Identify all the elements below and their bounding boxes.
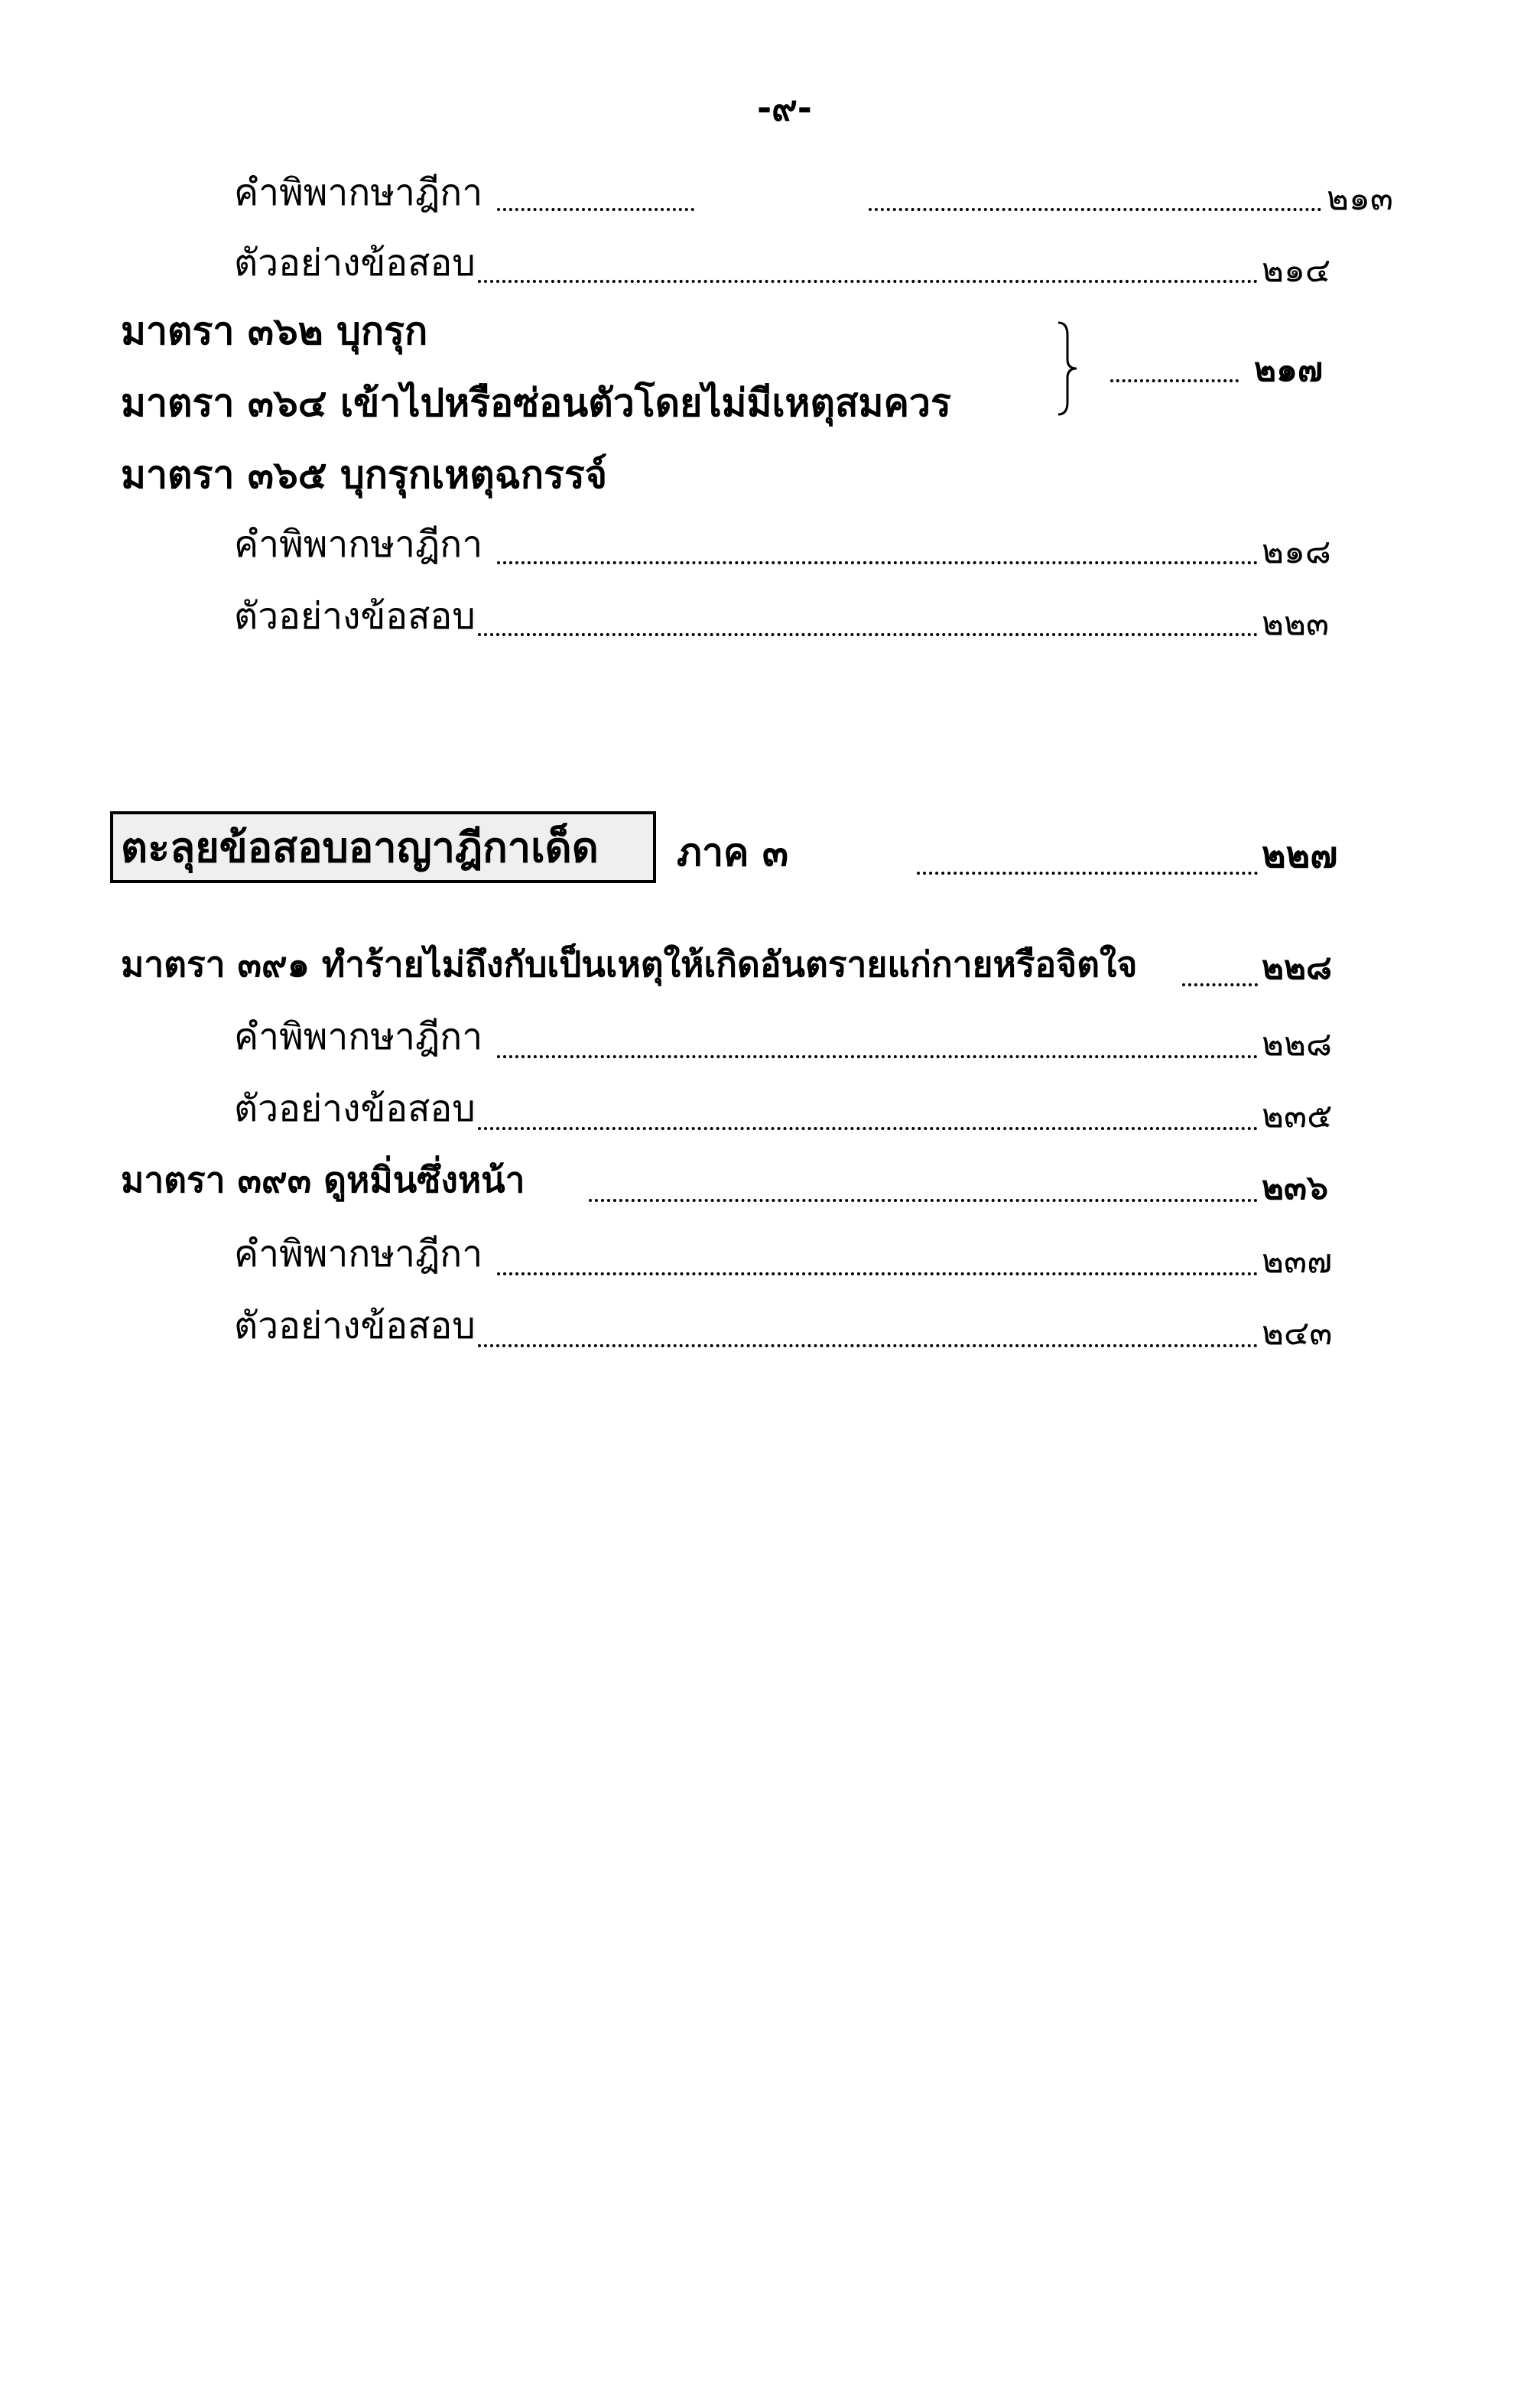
section-heading: มาตรา ๓๙๑ ทำร้ายไม่ถึงกับเป็นเหตุให้เกิดอันตรายแก่กายหรือจิตใจ	[121, 944, 1138, 985]
toc-entry-label: ตัวอย่างข้อสอบ	[234, 1304, 476, 1347]
toc-entry-page: ๒๓๗	[1262, 1242, 1333, 1281]
toc-entry-label: คำพิพากษาฎีกา	[234, 1233, 483, 1275]
page-number: -๙-	[757, 87, 812, 128]
leader-dots	[1182, 983, 1258, 986]
leader-dots	[497, 208, 694, 211]
leader-dots	[478, 280, 1258, 283]
toc-entry-label: ตัวอย่างข้อสอบ	[234, 242, 476, 284]
leader-dots	[869, 208, 1321, 211]
section-heading: มาตรา ๓๖๕ บุกรุกเหตุฉกรรจ์	[121, 453, 608, 497]
toc-entry-page: ๒๒๘	[1262, 1025, 1332, 1064]
toc-entry-label: คำพิพากษาฎีกา	[234, 1015, 483, 1058]
toc-entry-label: ตัวอย่างข้อสอบ	[234, 1087, 476, 1130]
right-brace-icon	[1054, 320, 1084, 417]
leader-dots	[478, 633, 1258, 636]
part-label: ภาค ๓	[677, 830, 789, 875]
toc-entry-page: ๒๓๖	[1262, 1168, 1329, 1207]
leader-dots	[497, 1055, 1258, 1058]
toc-entry-label: คำพิพากษาฎีกา	[234, 171, 483, 214]
toc-entry-page: ๒๒๘	[1262, 948, 1332, 987]
toc-entry-label: ตัวอย่างข้อสอบ	[234, 595, 476, 638]
section-heading: มาตรา ๓๖๔ เข้าไปหรือซ่อนตัวโดยไม่มีเหตุสมควร	[121, 381, 951, 425]
toc-entry-page: ๒๓๕	[1262, 1096, 1333, 1135]
toc-entry-page: ๒๑๘	[1262, 532, 1331, 571]
leader-dots	[497, 1272, 1258, 1275]
toc-entry-page: ๒๔๓	[1262, 1314, 1333, 1353]
section-heading: มาตรา ๓๖๒ บุกรุก	[121, 309, 428, 353]
section-heading: มาตรา ๓๙๓ ดูหมิ่นซึ่งหน้า	[121, 1159, 525, 1200]
leader-dots	[917, 872, 1258, 875]
toc-entry-page: ๒๒๓	[1262, 604, 1330, 643]
leader-dots	[478, 1127, 1258, 1130]
part-title: ตะลุยข้อสอบอาญาฎีกาเด็ด	[121, 823, 599, 872]
leader-dots	[589, 1199, 1258, 1202]
toc-entry-page: ๒๑๔	[1262, 251, 1331, 290]
leader-dots	[1110, 379, 1239, 382]
toc-entry-page: ๒๑๓	[1327, 179, 1394, 218]
part-title-box	[110, 811, 656, 883]
leader-dots	[478, 1344, 1258, 1347]
toc-entry-page: ๒๑๗	[1254, 350, 1324, 389]
toc-entry-label: คำพิพากษาฎีกา	[234, 523, 483, 566]
leader-dots	[497, 561, 1258, 564]
toc-entry-page: ๒๒๗	[1262, 833, 1338, 876]
